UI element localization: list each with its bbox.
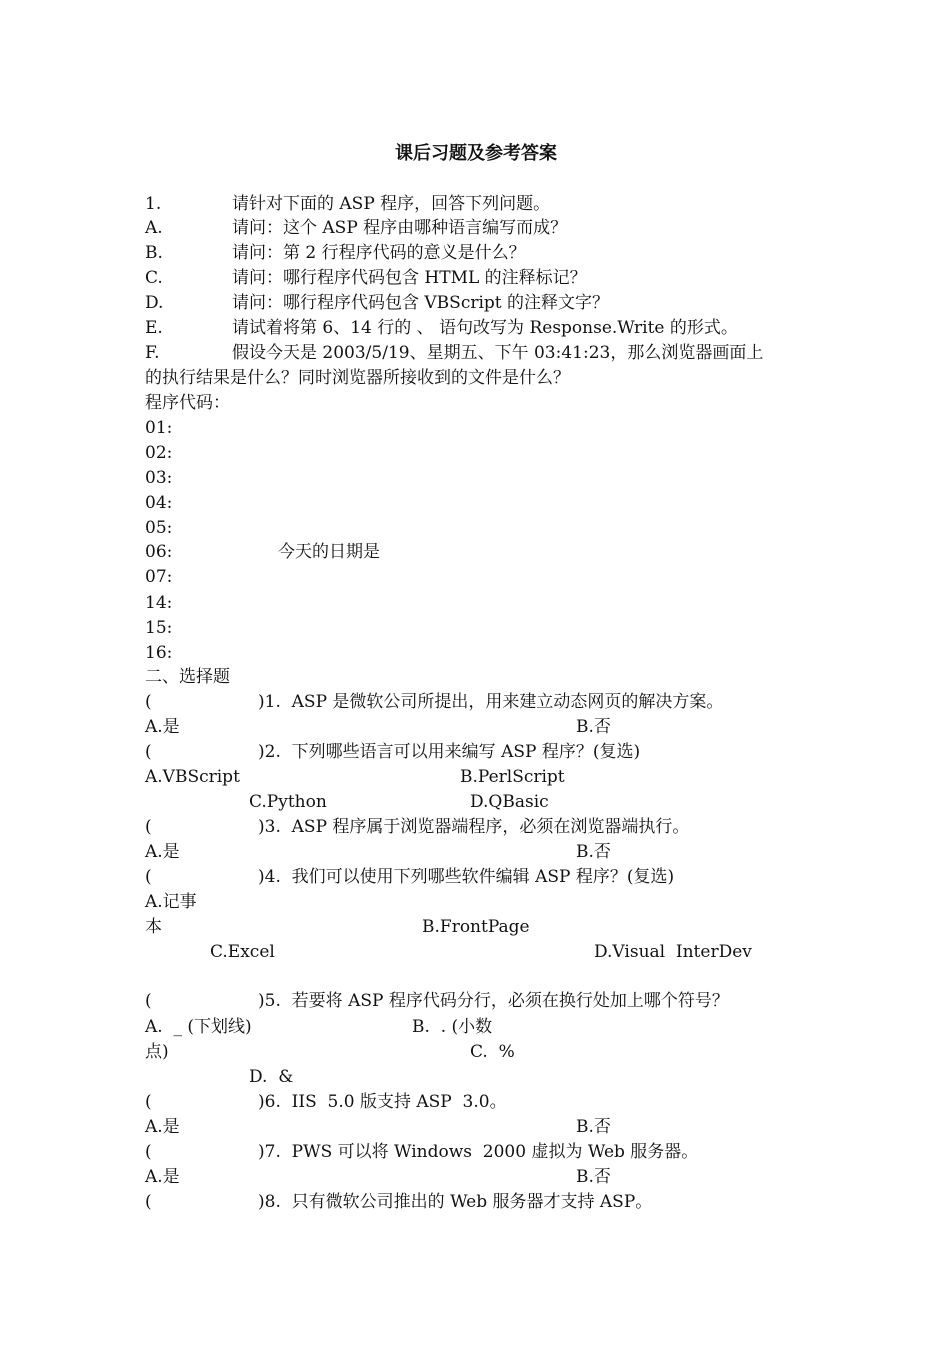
subquestion-letter: E. <box>145 318 163 338</box>
answer-paren: ( <box>145 817 152 837</box>
question-stem: )8. 只有微软公司推出的 Web 服务器才支持 ASP。 <box>258 1192 653 1212</box>
subquestion-text: 请问：哪行程序代码包含 HTML 的注释标记？ <box>232 268 587 288</box>
subquestion-letter: B. <box>145 243 163 263</box>
option-b: B.FrontPage <box>422 917 530 937</box>
code-line-number: 02: <box>145 443 173 463</box>
option-c: C. % <box>470 1042 515 1062</box>
code-line-number: 15: <box>145 618 173 638</box>
option-a-continuation: 本 <box>145 917 162 937</box>
option-b-continuation: 点) <box>145 1042 169 1062</box>
option-a: A.是 <box>145 717 180 737</box>
question-stem: )6. IIS 5.0 版支持 ASP 3.0。 <box>258 1092 507 1112</box>
subquestion-text: 请问：第 2 行程序代码的意义是什么？ <box>232 243 526 263</box>
code-line-text: 今天的日期是 <box>278 542 380 562</box>
page-title: 课后习题及参考答案 <box>395 143 557 164</box>
code-line-number: 07: <box>145 567 173 587</box>
option-b: B.否 <box>576 717 611 737</box>
subquestion-letter: C. <box>145 268 163 288</box>
question-stem: )4. 我们可以使用下列哪些软件编辑 ASP 程序？(复选) <box>258 867 675 887</box>
option-a: A. _ (下划线) <box>145 1017 252 1037</box>
option-b: B.PerlScript <box>460 767 565 787</box>
option-a: A.是 <box>145 842 180 862</box>
option-c: C.Excel <box>210 942 275 962</box>
answer-paren: ( <box>145 1192 152 1212</box>
option-b: B.否 <box>576 1117 611 1137</box>
code-line-number: 01: <box>145 418 173 438</box>
subquestion-letter: D. <box>145 293 164 313</box>
code-line-number: 04: <box>145 493 173 513</box>
subquestion-letter: F. <box>145 343 160 363</box>
subquestion-continuation: 的执行结果是什么？同时浏览器所接收到的文件是什么？ <box>145 368 570 388</box>
code-line-number: 05: <box>145 518 173 538</box>
option-b: B.否 <box>576 842 611 862</box>
answer-paren: ( <box>145 1092 152 1112</box>
answer-paren: ( <box>145 692 152 712</box>
question-stem: )7. PWS 可以将 Windows 2000 虚拟为 Web 服务器。 <box>258 1142 699 1162</box>
question-stem: )5. 若要将 ASP 程序代码分行，必须在换行处加上哪个符号？ <box>258 991 729 1011</box>
section-heading: 二、选择题 <box>145 667 230 687</box>
question-stem: )3. ASP 程序属于浏览器端程序，必须在浏览器端执行。 <box>258 817 690 837</box>
subquestion-text: 请问：这个 ASP 程序由哪种语言编写而成？ <box>232 218 568 238</box>
option-a: A.是 <box>145 1117 180 1137</box>
question-stem: )1. ASP 是微软公司所提出，用来建立动态网页的解决方案。 <box>258 692 724 712</box>
question-text: 请针对下面的 ASP 程序，回答下列问题。 <box>232 194 551 214</box>
code-line-number: 16: <box>145 643 173 663</box>
option-b: B. . (小数 <box>412 1017 493 1037</box>
option-b: B.否 <box>576 1167 611 1187</box>
answer-paren: ( <box>145 742 152 762</box>
option-d: D. & <box>249 1067 294 1087</box>
option-a: A.记事 <box>145 892 197 912</box>
answer-paren: ( <box>145 991 152 1011</box>
subquestion-text: 假设今天是 2003/5/19、星期五、下午 03:41:23，那么浏览器画面上 <box>232 343 764 363</box>
subquestion-text: 请试着将第 6、14 行的 、 语句改写为 Response.Write 的形式。 <box>232 318 738 338</box>
question-stem: )2. 下列哪些语言可以用来编写 ASP 程序？(复选) <box>258 742 641 762</box>
option-a: A.是 <box>145 1167 180 1187</box>
option-a: A.VBScript <box>145 767 240 787</box>
code-line-number: 14: <box>145 593 173 613</box>
answer-paren: ( <box>145 867 152 887</box>
code-label: 程序代码： <box>145 393 230 413</box>
option-c: C.Python <box>249 792 327 812</box>
option-d: D.QBasic <box>470 792 549 812</box>
code-line-number: 06: <box>145 542 173 562</box>
subquestion-letter: A. <box>145 218 163 238</box>
question-number: 1. <box>145 194 162 214</box>
answer-paren: ( <box>145 1142 152 1162</box>
code-line-number: 03: <box>145 468 173 488</box>
option-d: D.Visual InterDev <box>594 942 752 962</box>
subquestion-text: 请问：哪行程序代码包含 VBScript 的注释文字？ <box>232 293 610 313</box>
